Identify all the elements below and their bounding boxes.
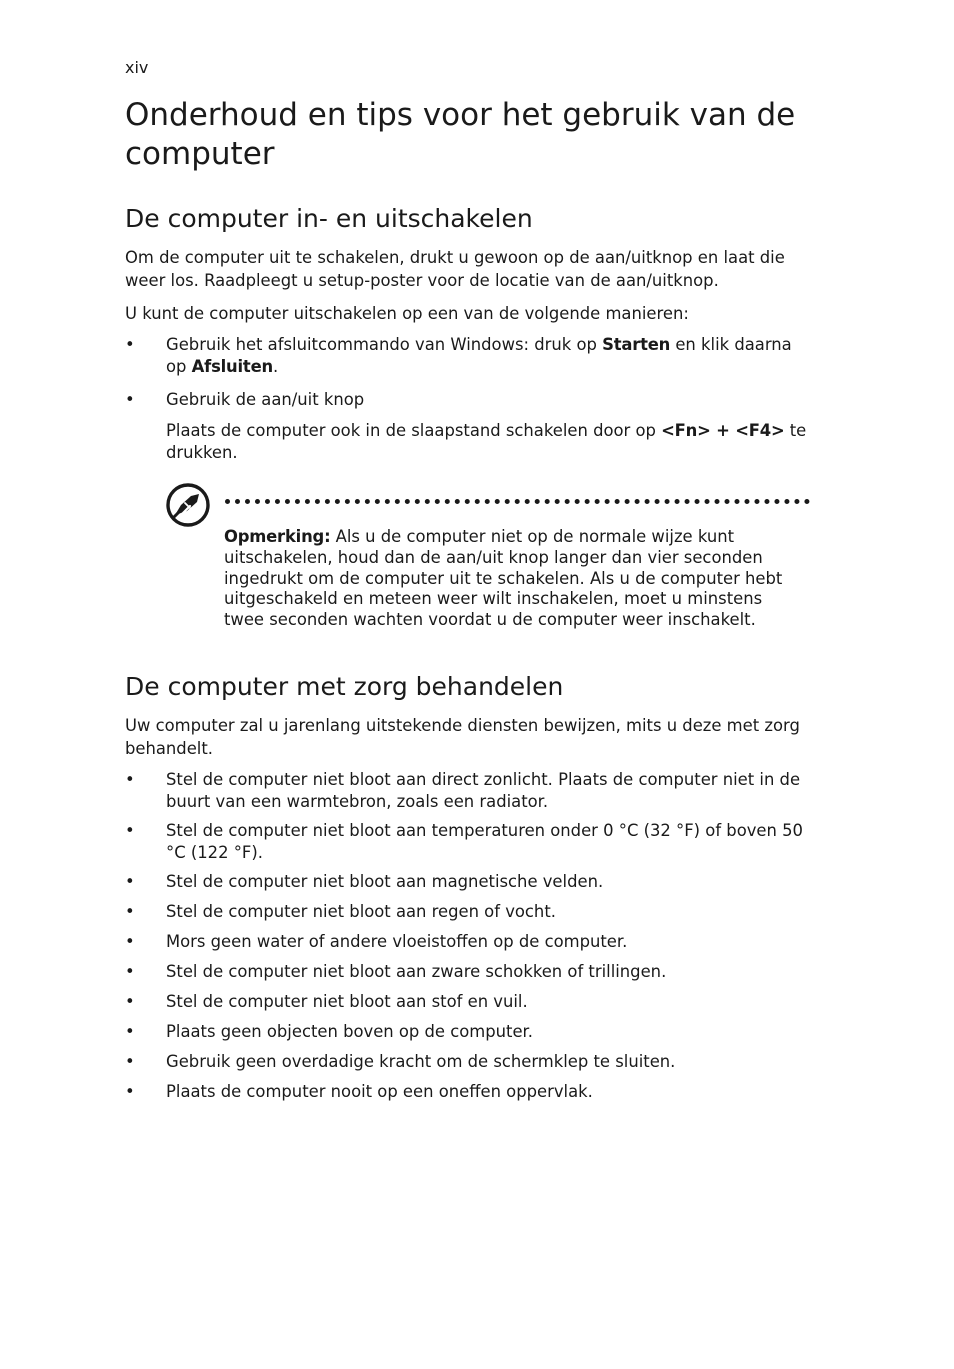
note-body: Als u de computer niet op de normale wijze kunt uitschakelen, houd dan de aan/uit knop langer dan vier seconden ingedrukt om de computer uit te schakelen. Als u de computer hebt uitgeschakeld en meteen weer wilt inschakelen, moet u minstens twee seconden wachten voordat u de computer weer inschakelt. bbox=[224, 527, 783, 630]
bullet-icon: • bbox=[125, 1052, 135, 1071]
note-text bbox=[224, 527, 804, 631]
list-item-text: Stel de computer niet bloot aan direct zonlicht. Plaats de computer niet in de buurt van een warmtebron, zoals een radiator. bbox=[166, 770, 801, 811]
bullet-icon: • bbox=[125, 962, 135, 981]
list-item-text: Stel de computer niet bloot aan temperaturen onder 0 °C (32 °F) of boven 50 °C (122 °F). bbox=[166, 821, 803, 862]
list-item-text: Gebruik de aan/uit knop bbox=[166, 390, 365, 409]
section-heading-power: De computer in- en uitschakelen bbox=[125, 204, 533, 233]
list-item-text: Stel de computer niet bloot aan stof en vuil. bbox=[166, 992, 528, 1011]
bullet-icon: • bbox=[125, 1082, 135, 1101]
bullet-icon: • bbox=[125, 390, 135, 409]
bullet-icon: • bbox=[125, 335, 135, 354]
section-heading-care: De computer met zorg behandelen bbox=[125, 672, 564, 701]
bullet-icon: • bbox=[125, 902, 135, 921]
ui-term-start: Starten bbox=[602, 335, 671, 354]
bullet-icon: • bbox=[125, 932, 135, 951]
power-methods-paragraph: U kunt de computer uitschakelen op een van de volgende manieren: bbox=[125, 304, 689, 323]
page-title: Onderhoud en tips voor het gebruik van de computer bbox=[125, 97, 796, 172]
note-icon bbox=[165, 482, 211, 528]
power-intro-paragraph: Om de computer uit te schakelen, drukt u gewoon op de aan/uitknop en laat die weer los. Raadpleegt u setup-poster voor de locatie van de aan/uitknop. bbox=[125, 248, 785, 290]
keyboard-shortcut: <Fn> + <F4> bbox=[661, 421, 785, 440]
bullet-icon: • bbox=[125, 1022, 135, 1041]
list-item-text: Mors geen water of andere vloeistoffen op de computer. bbox=[166, 932, 628, 951]
page-number: xiv bbox=[125, 58, 149, 77]
sleep-paragraph-text: Plaats de computer ook in de slaapstand schakelen door op <Fn> + <F4> te drukken. bbox=[166, 421, 807, 462]
bullet-icon: • bbox=[125, 872, 135, 891]
list-item-text: Gebruik het afsluitcommando van Windows: druk op Starten en klik daarna op Afsluiten. bbox=[166, 335, 792, 376]
list-item-text: Plaats de computer nooit op een oneffen oppervlak. bbox=[166, 1082, 593, 1101]
ui-term-shutdown: Afsluiten bbox=[191, 357, 273, 376]
list-item-text: Stel de computer niet bloot aan regen of vocht. bbox=[166, 902, 556, 921]
bullet-icon: • bbox=[125, 770, 135, 789]
list-item-text: Stel de computer niet bloot aan zware schokken of trillingen. bbox=[166, 962, 667, 981]
bullet-icon: • bbox=[125, 821, 135, 840]
care-intro-paragraph: Uw computer zal u jarenlang uitstekende diensten bewijzen, mits u deze met zorg behandelt. bbox=[125, 716, 800, 758]
list-item-text: Gebruik geen overdadige kracht om de schermklep te sluiten. bbox=[166, 1052, 676, 1071]
note-label: Opmerking: bbox=[224, 527, 331, 546]
list-item-text: Plaats geen objecten boven op de computer. bbox=[166, 1022, 533, 1041]
list-item-text: Stel de computer niet bloot aan magnetische velden. bbox=[166, 872, 604, 891]
note-divider bbox=[225, 499, 810, 504]
bullet-icon: • bbox=[125, 992, 135, 1011]
